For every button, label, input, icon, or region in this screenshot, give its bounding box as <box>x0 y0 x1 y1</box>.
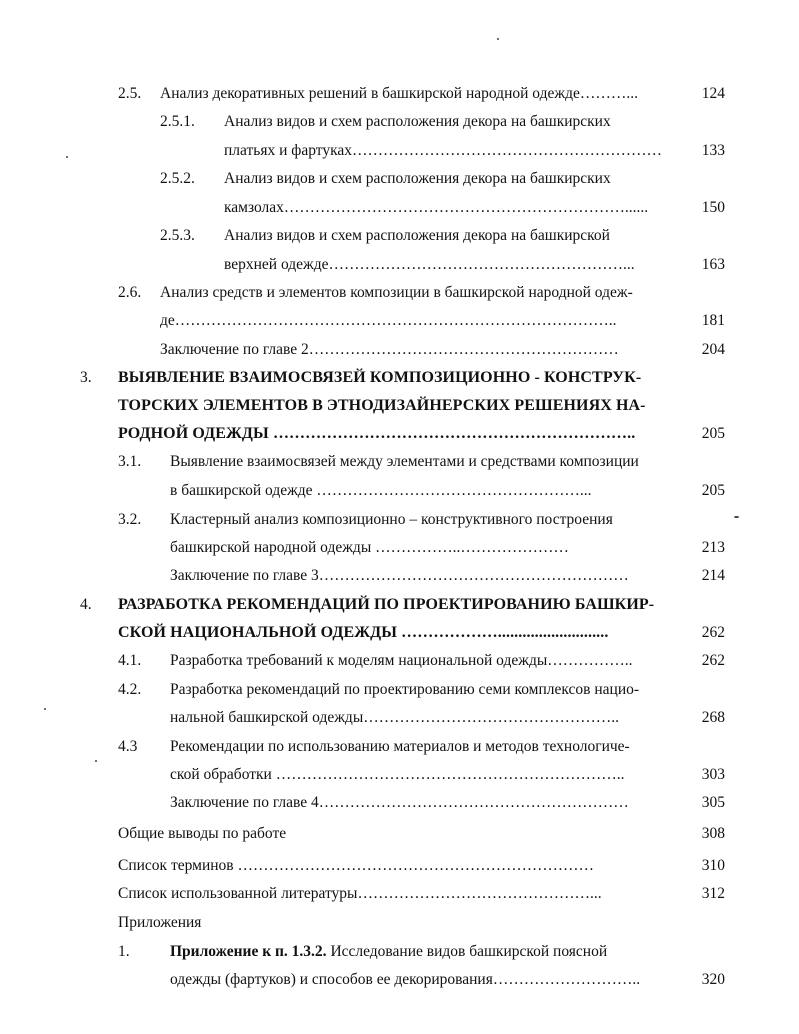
entry-title: Разработка рекомендаций по проектированию семи комплексов нацио- <box>170 681 640 698</box>
chapter-number: 4. <box>80 596 92 613</box>
chapter-title-cont: СКОЙ НАЦИОНАЛЬНОЙ ОДЕЖДЫ ………………........................... <box>118 624 609 641</box>
entry-page: 320 <box>701 971 725 988</box>
entry-title-cont: верхней одежде…………………………………………………... <box>224 256 635 273</box>
entry-title-cont: в башкирской одежде ……………………………………………... <box>170 482 592 499</box>
entry-page: 213 <box>701 539 725 556</box>
entry-title: Список терминов …………………………………………………………… <box>118 857 594 874</box>
entry-title: Анализ видов и схем расположения декора на башкирских <box>224 170 611 187</box>
chapter-title: ВЫЯВЛЕНИЕ ВЗАИМОСВЯЗЕЙ КОМПОЗИЦИОННО - КОНСТРУК- <box>118 369 642 386</box>
entry-number: 2.5.1. <box>160 113 195 130</box>
entry-title-cont: платьях и фартуках…………………………………………………… <box>224 142 662 159</box>
entry-page: 150 <box>701 199 725 216</box>
entry-title: Анализ декоративных решений в башкирской народной одежде………... <box>160 85 638 102</box>
entry-title: Заключение по главе 3…………………………………………………… <box>170 567 629 584</box>
entry-number: 1. <box>118 943 130 960</box>
entry-number: 3.1. <box>118 453 142 470</box>
entry-page: 305 <box>701 794 725 811</box>
entry-title: Приложения <box>118 914 202 931</box>
chapter-title-cont: ТОРСКИХ ЭЛЕМЕНТОВ В ЭТНОДИЗАЙНЕРСКИХ РЕШЕНИЯХ НА- <box>118 397 646 414</box>
entry-number: 2.5.3. <box>160 227 195 244</box>
entry-title: Разработка требований к моделям национальной одежды…………….. <box>170 652 633 669</box>
entry-title-cont: нальной башкирской одежды………………………………………….. <box>170 709 619 726</box>
scan-speck <box>497 38 499 40</box>
chapter-number: 3. <box>80 369 92 386</box>
entry-page: 312 <box>701 885 725 902</box>
entry-number: 4.3 <box>118 738 138 755</box>
entry-page: 205 <box>701 425 725 442</box>
entry-page: 124 <box>701 85 725 102</box>
entry-number: 4.1. <box>118 652 142 669</box>
chapter-title: РАЗРАБОТКА РЕКОМЕНДАЦИЙ ПО ПРОЕКТИРОВАНИЮ БАШКИР- <box>118 596 655 613</box>
appendix-title: Исследование видов башкирской поясной <box>326 943 608 960</box>
entry-page: 310 <box>701 857 725 874</box>
entry-title <box>170 942 607 962</box>
entry-title-cont: башкирской народной одежды ……………..………………… <box>170 539 569 556</box>
entry-title: Кластерный анализ композиционно – конструктивного построения <box>170 511 613 528</box>
entry-number: 2.6. <box>118 284 142 301</box>
scan-speck <box>734 516 739 518</box>
entry-title-cont: одежды (фартуков) и способов ее декорирования……………………….. <box>170 971 641 988</box>
entry-page: 133 <box>701 142 725 159</box>
entry-page: 262 <box>701 624 725 641</box>
entry-title: Анализ средств и элементов композиции в башкирской народной одеж- <box>160 284 633 301</box>
entry-page: 308 <box>701 825 725 842</box>
entry-title: Список использованной литературы………………………………………... <box>118 885 602 902</box>
entry-title-cont: камзолах…………………………………………………………...... <box>224 199 649 216</box>
entry-page: 303 <box>701 766 725 783</box>
entry-title-cont: де………………………………………………………………………….. <box>160 312 617 329</box>
entry-title-cont: ской обработки ………………………………………………………….. <box>170 766 625 783</box>
entry-number: 3.2. <box>118 511 142 528</box>
entry-page: 268 <box>701 709 725 726</box>
entry-page: 214 <box>701 567 725 584</box>
entry-title: Выявление взаимосвязей между элементами и средствами композиции <box>170 453 639 470</box>
entry-number: 4.2. <box>118 681 142 698</box>
entry-title: Общие выводы по работе <box>118 825 287 842</box>
entry-page: 204 <box>701 341 725 358</box>
entry-title: Заключение по главе 4…………………………………………………… <box>170 794 629 811</box>
entry-page: 205 <box>701 482 725 499</box>
entry-title: Анализ видов и схем расположения декора на башкирских <box>224 113 611 130</box>
entry-page: 163 <box>701 256 725 273</box>
entry-title: Анализ видов и схем расположения декора на башкирской <box>224 227 610 244</box>
chapter-title-cont: РОДНОЙ ОДЕЖДЫ ………………………………………………………….. <box>118 425 636 442</box>
entry-page: 262 <box>701 652 725 669</box>
entry-title: Рекомендации по использованию материалов и методов технологиче- <box>170 738 630 755</box>
entry-page: 181 <box>701 312 725 329</box>
entry-title: Заключение по главе 2…………………………………………………… <box>160 341 619 358</box>
appendix-label: Приложение к п. 1.3.2. <box>170 943 327 960</box>
entry-number: 2.5. <box>118 85 142 102</box>
scan-speck <box>95 760 97 762</box>
scan-speck <box>44 708 46 710</box>
entry-number: 2.5.2. <box>160 170 195 187</box>
scan-speck <box>66 156 68 158</box>
